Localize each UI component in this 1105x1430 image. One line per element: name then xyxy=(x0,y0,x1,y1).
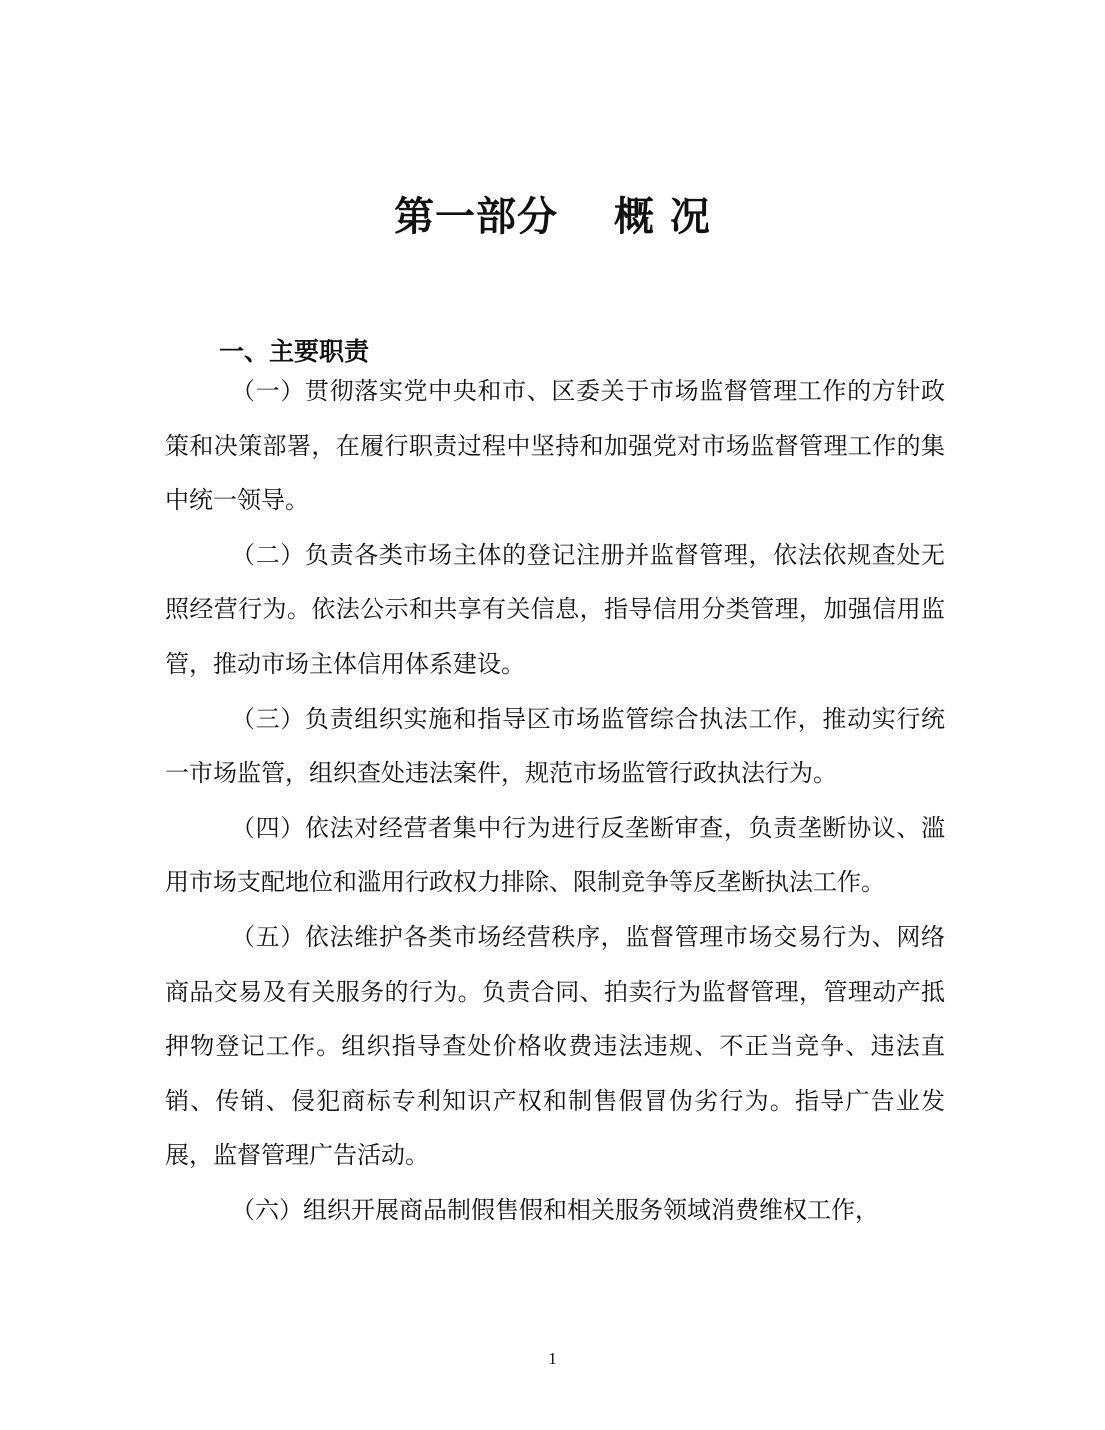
paragraph-6: （六）组织开展商品制假售假和相关服务领域消费维权工作， xyxy=(231,1195,879,1224)
paragraph-2: （二）负责各类市场主体的登记注册并监督管理，依法依规查处无照经营行为。依法公示和共享有关信息，指导信用分类管理，加强信用监管，推动市场主体信用体系建设。 xyxy=(165,540,945,678)
paragraph-4: （四）依法对经营者集中行为进行反垄断审查，负责垄断协议、滥用市场支配地位和滥用行政权力排除、限制竞争等反垄断执法工作。 xyxy=(165,813,945,897)
paragraph-1: （一）贯彻落实党中央和市、区委关于市场监督管理工作的方针政策和决策部署，在履行职责过程中坚持和加强党对市场监督管理工作的集中统一领导。 xyxy=(165,377,945,515)
body-text xyxy=(165,364,945,1238)
section-heading: 一、主要职责 xyxy=(219,336,370,366)
paragraph-5: （五）依法维护各类市场经营秩序，监督管理市场交易行为、网络商品交易及有关服务的行为。负责合同、拍卖行为监督管理，管理动产抵押物登记工作。组织指导查处价格收费违法违规、不正当竞争、违法直销、传销、侵犯商标专利知识产权和制售假冒伪劣行为。指导广告业发展，监督管理广告活动。 xyxy=(165,922,945,1170)
page-number: 1 xyxy=(548,1349,557,1368)
page-title: 第一部分 概 况 xyxy=(394,192,711,240)
paragraph-3: （三）负责组织实施和指导区市场监管综合执法工作，推动实行统一市场监管，组织查处违法案件，规范市场监管行政执法行为。 xyxy=(165,704,945,788)
